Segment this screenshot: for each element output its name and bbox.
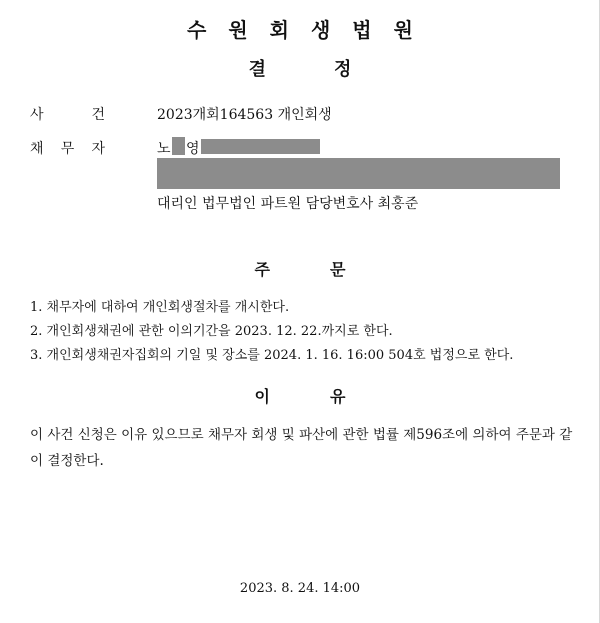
case-number: 2023개회164563 개인회생	[157, 107, 332, 123]
order-item: 3. 개인회생채권자집회의 기일 및 장소를 2024. 1. 16. 16:00 504호 법정으로 한다.	[30, 348, 514, 363]
case-label	[30, 104, 105, 124]
debtor-label-char: 자	[91, 141, 105, 157]
reason-text: 이 사건 신청은 이유 있으므로 채무자 회생 및 파산에 관한 법률 제596조에 의하여 주문과 같이 결정한다.	[30, 427, 573, 469]
redaction-box	[201, 139, 320, 154]
debtor-name-last: 영	[186, 141, 200, 157]
order-item: 2. 개인회생채권에 관한 이의기간을 2023. 12. 22.까지로 한다.	[30, 324, 393, 339]
document-title: 결정	[248, 59, 420, 80]
case-label-char: 사	[30, 107, 44, 123]
redaction-box	[172, 137, 185, 155]
reason-heading: 이유	[254, 387, 406, 406]
redaction-box	[157, 158, 560, 189]
debtor-label	[30, 138, 105, 158]
case-label-char: 건	[91, 107, 105, 123]
court-name: 수원회생법원	[187, 18, 435, 42]
legal-agent: 대리인 법무법인 파트원 담당변호사 최홍준	[157, 196, 419, 212]
decision-date: 2023. 8. 24. 14:00	[239, 581, 361, 596]
debtor-name-first: 노	[157, 141, 171, 157]
debtor-label-char: 채	[30, 141, 44, 157]
debtor-label-char: 무	[60, 141, 75, 157]
order-heading: 주문	[254, 260, 406, 279]
order-item: 1. 채무자에 대하여 개인회생절차를 개시한다.	[30, 300, 290, 315]
